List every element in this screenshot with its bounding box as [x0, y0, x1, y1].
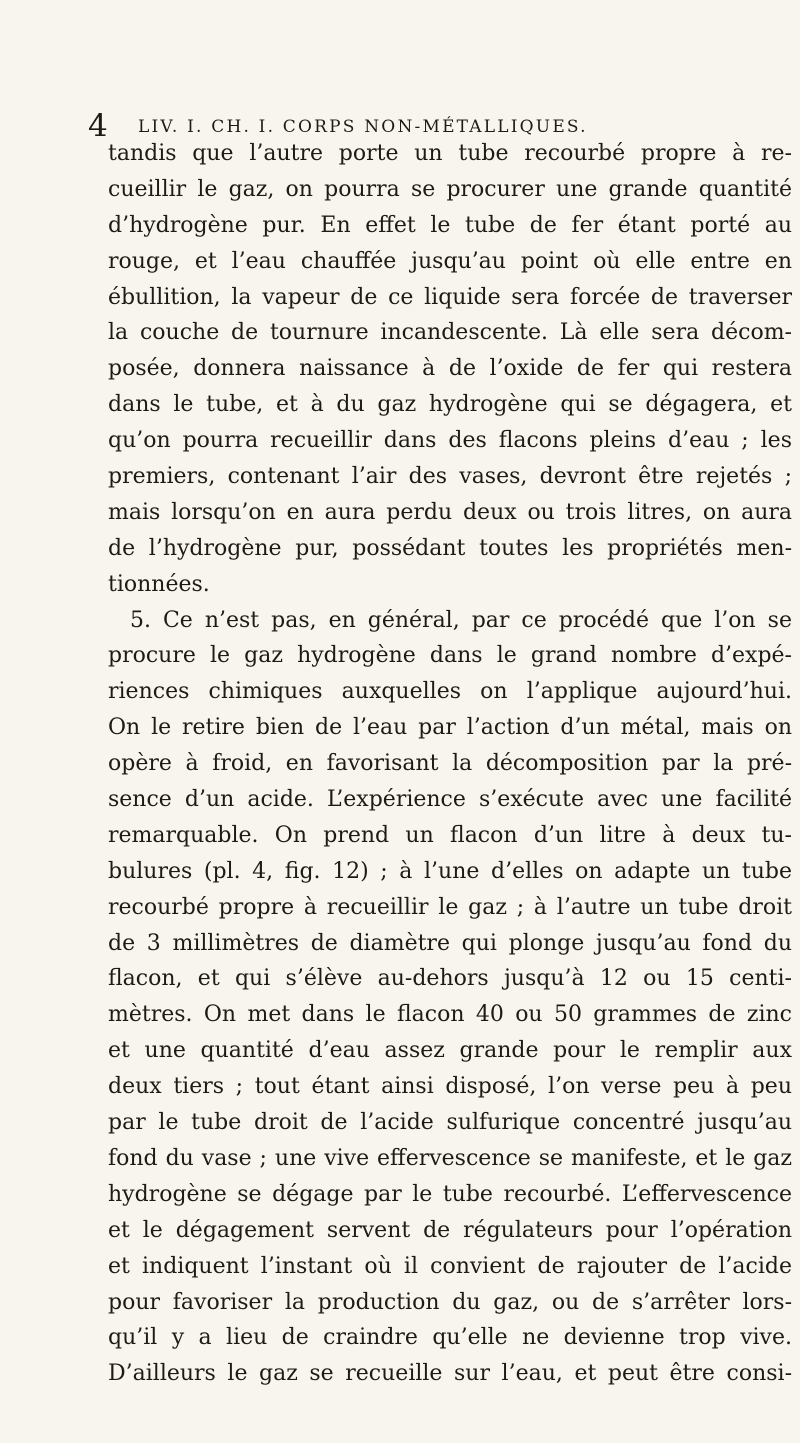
text-line: et le dégagement servent de régulateurs pour l’opération [108, 1217, 792, 1243]
body-text [108, 136, 792, 1392]
text-line: procure le gaz hydrogène dans le grand nombre d’expé- [108, 643, 792, 669]
text-line: opère à froid, en favorisant la décomposition par la pré- [108, 751, 792, 777]
text-line: recourbé propre à recueillir le gaz ; à l’autre un tube droit [108, 894, 792, 920]
text-line-paragraph-end: tionnées. [108, 571, 210, 597]
text-line: qu’on pourra recueillir dans des flacons pleins d’eau ; les [108, 428, 792, 454]
text-line-paragraph-start: 5. Ce n’est pas, en général, par ce procédé que l’on se [130, 607, 792, 633]
text-line: qu’il y a lieu de craindre qu’elle ne devienne trop vive. [108, 1325, 792, 1351]
running-head-title: LIV. I. CH. I. CORPS NON-MÉTALLIQUES. [138, 117, 588, 137]
text-line: ébullition, la vapeur de ce liquide sera forcée de traverser [108, 284, 792, 310]
text-line: On le retire bien de l’eau par l’action d’un métal, mais on [108, 715, 792, 741]
text-line: deux tiers ; tout étant ainsi disposé, l’on verse peu à peu [108, 1074, 792, 1100]
text-line: D’ailleurs le gaz se recueille sur l’eau, et peut être consi- [108, 1361, 792, 1387]
text-line: mètres. On met dans le flacon 40 ou 50 grammes de zinc [108, 1002, 792, 1028]
text-line: riences chimiques auxquelles on l’applique aujourd’hui. [108, 679, 792, 705]
text-line: rouge, et l’eau chauffée jusqu’au point où elle entre en [108, 248, 792, 274]
text-line: bulures (pl. 4, fig. 12) ; à l’une d’elles on adapte un tube [108, 858, 792, 884]
text-line: premiers, contenant l’air des vases, devront être rejetés ; [108, 464, 792, 490]
text-line: remarquable. On prend un flacon d’un litre à deux tu- [108, 822, 792, 848]
text-line: de l’hydrogène pur, possédant toutes les propriétés men- [108, 535, 792, 561]
text-line: fond du vase ; une vive effervescence se manifeste, et le gaz [108, 1145, 792, 1171]
text-line: par le tube droit de l’acide sulfurique concentré jusqu’au [108, 1110, 792, 1136]
text-line: posée, donnera naissance à de l’oxide de fer qui restera [108, 356, 792, 382]
text-line: de 3 millimètres de diamètre qui plonge jusqu’au fond du [108, 930, 792, 956]
text-line: flacon, et qui s’élève au-dehors jusqu’à 12 ou 15 centi- [108, 966, 792, 992]
text-line: dans le tube, et à du gaz hydrogène qui se dégagera, et [108, 392, 792, 418]
text-line: cueillir le gaz, on pourra se procurer une grande quantité [108, 176, 792, 202]
text-line: tandis que l’autre porte un tube recourbé propre à re- [108, 141, 792, 166]
page-number: 4 [88, 108, 108, 144]
text-line: hydrogène se dégage par le tube recourbé. L’effervescence [108, 1181, 792, 1207]
text-line: d’hydrogène pur. En effet le tube de fer étant porté au [108, 212, 792, 238]
text-line: pour favoriser la production du gaz, ou de s’arrêter lors- [108, 1289, 792, 1315]
text-line: et une quantité d’eau assez grande pour le remplir aux [108, 1038, 792, 1064]
text-line: et indiquent l’instant où il convient de rajouter de l’acide [108, 1253, 792, 1279]
text-line: sence d’un acide. L’expérience s’exécute avec une facilité [108, 787, 792, 813]
text-line: mais lorsqu’on en aura perdu deux ou trois litres, on aura [108, 499, 792, 525]
text-line: la couche de tournure incandescente. Là elle sera décom- [108, 320, 792, 346]
